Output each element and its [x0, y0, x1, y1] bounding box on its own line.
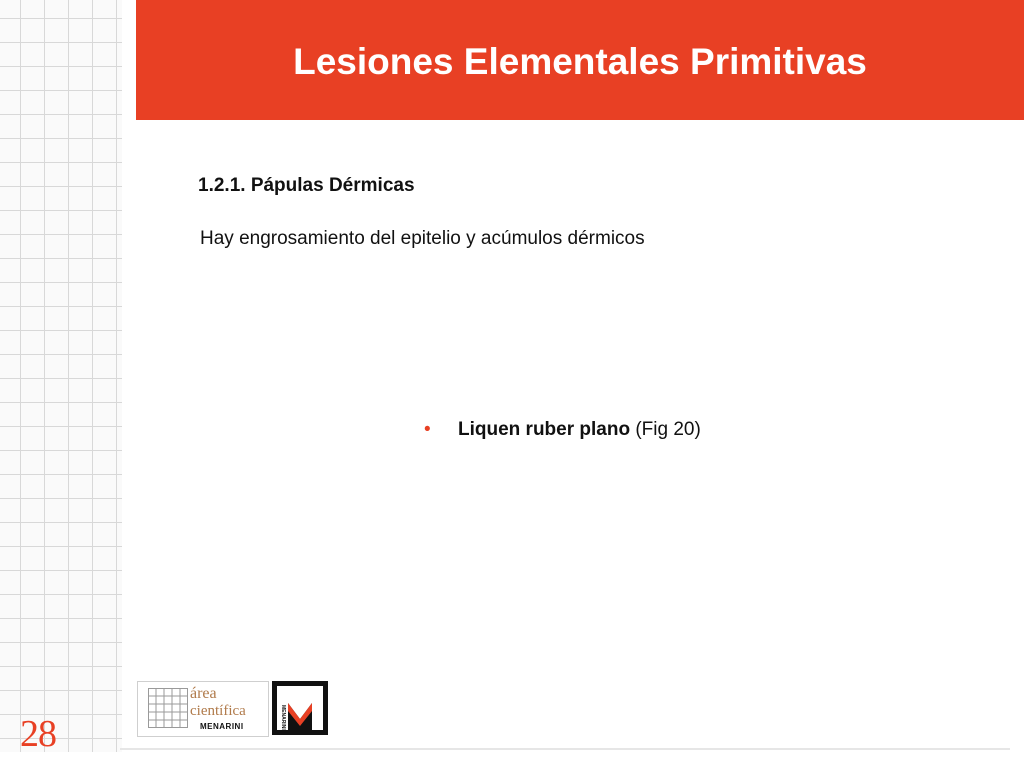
bullet-item: [424, 419, 701, 441]
footer-divider: [120, 748, 1010, 750]
bullet-icon: •: [424, 419, 431, 440]
logo-brand-text: MENARINI: [200, 722, 244, 731]
logo-grid-icon: [148, 688, 188, 728]
section-description: Hay engrosamiento del epitelio y acúmulos dérmicos: [200, 228, 645, 249]
section-heading: 1.2.1. Pápulas Dérmicas: [198, 175, 415, 196]
bullet-bold-text: Liquen ruber plano: [458, 419, 631, 440]
page-number: 28: [20, 713, 56, 755]
logo-text-area: área: [190, 685, 217, 702]
area-cientifica-logo: [137, 681, 269, 737]
grid-background: [0, 0, 122, 752]
bullet-reference: (Fig 20): [635, 419, 701, 440]
title-bar: [136, 0, 1024, 120]
slide-title: Lesiones Elementales Primitivas: [293, 41, 867, 82]
menarini-logo-icon: [272, 681, 328, 735]
logo-text-cientifica: científica: [190, 703, 246, 719]
menarini-vertical-text: MENARINI: [280, 705, 286, 730]
